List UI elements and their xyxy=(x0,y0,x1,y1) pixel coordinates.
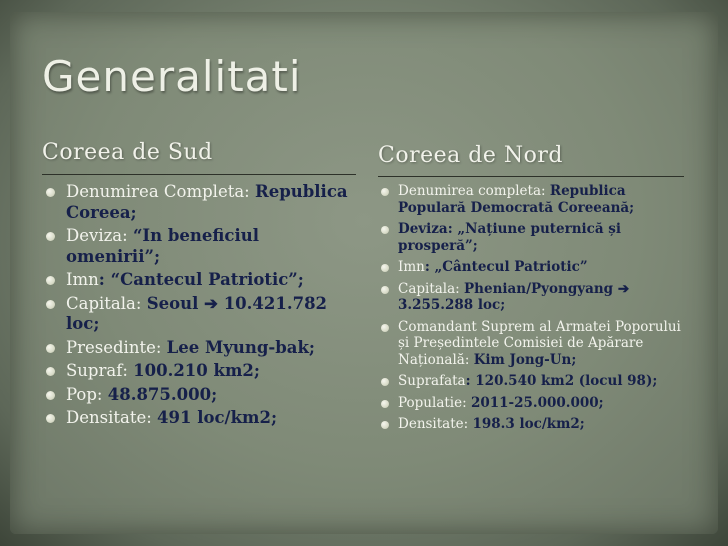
item-value: 198.3 loc/km2; xyxy=(472,416,585,432)
list-item xyxy=(380,416,690,433)
bullet-icon xyxy=(381,188,389,196)
slide-title: Generalitati xyxy=(42,52,302,101)
item-label: Capitala: xyxy=(398,280,460,297)
item-label: Deviza xyxy=(398,221,448,237)
south-heading-divider xyxy=(42,174,356,175)
list-item xyxy=(380,221,690,254)
item-label: Densitate: xyxy=(398,416,469,432)
bullet-icon xyxy=(381,324,389,332)
item-value: : “Cantecul Patriotic”; xyxy=(98,270,304,289)
item-label: Densitate: xyxy=(66,408,152,427)
item-label: Populatie: xyxy=(398,394,467,411)
item-label: Denumirea Completa: xyxy=(66,182,250,201)
bullet-icon xyxy=(381,226,389,234)
bullet-icon xyxy=(381,264,389,272)
bullet-icon xyxy=(381,400,389,408)
list-item xyxy=(44,361,354,382)
item-value: Republica Coreea; xyxy=(66,182,348,222)
north-heading-divider xyxy=(378,176,684,177)
list-item xyxy=(44,408,354,429)
list-item xyxy=(44,270,354,291)
item-label: Denumirea completa: xyxy=(398,183,546,199)
item-value: Kim Jong-Un; xyxy=(473,351,577,368)
bullet-icon xyxy=(46,188,55,197)
list-item xyxy=(44,226,354,267)
item-label: Capitala: xyxy=(66,293,142,313)
item-value: Phenian/Pyongyang ➔ 3.255.288 loc; xyxy=(398,280,630,313)
item-value: : 120.540 km2 (locul 98); xyxy=(465,373,658,389)
bullet-icon xyxy=(46,300,55,309)
list-item xyxy=(380,183,690,216)
bullet-icon xyxy=(46,367,55,376)
list-item xyxy=(380,281,690,314)
list-item xyxy=(380,319,690,369)
south-korea-list xyxy=(44,182,354,432)
south-korea-heading: Coreea de Sud xyxy=(42,140,213,165)
bullet-icon xyxy=(381,378,389,386)
item-label: Suprafata xyxy=(398,373,466,389)
list-item xyxy=(380,259,690,276)
item-label: Pop: xyxy=(66,384,103,404)
item-value: “In beneficiul omenirii”; xyxy=(66,226,259,266)
bullet-icon xyxy=(381,421,389,429)
north-korea-list xyxy=(380,183,690,438)
item-label: Comandant Suprem al Armatei Poporului și Președintele Comisiei de Apărare Națională: xyxy=(398,318,681,368)
bullet-icon xyxy=(46,276,55,285)
item-value: : „Națiune puternică și prosperă”; xyxy=(398,221,622,254)
north-korea-heading: Coreea de Nord xyxy=(378,143,563,168)
item-value: : „Cântecul Patriotic” xyxy=(424,259,588,275)
item-value: 100.210 km2; xyxy=(133,361,260,380)
list-item xyxy=(44,385,354,406)
item-value: Seoul ➔ 10.421.782 loc; xyxy=(66,293,328,333)
item-label: Deviza: xyxy=(66,226,128,245)
item-value: Lee Myung-bak; xyxy=(166,337,315,357)
item-label: Imn xyxy=(66,270,99,289)
bullet-icon xyxy=(46,391,55,400)
item-label: Supraf: xyxy=(66,361,128,380)
item-label: Presedinte: xyxy=(66,337,162,357)
list-item xyxy=(380,373,690,390)
bullet-icon xyxy=(46,344,55,353)
bullet-icon xyxy=(46,232,55,241)
item-label: Imn xyxy=(398,259,425,275)
list-item xyxy=(44,338,354,359)
list-item xyxy=(44,182,354,223)
bullet-icon xyxy=(46,414,55,423)
item-value: 2011-25.000.000; xyxy=(470,394,604,411)
item-value: 491 loc/km2; xyxy=(157,408,278,427)
list-item xyxy=(44,294,354,335)
item-value: 48.875.000; xyxy=(107,384,218,404)
bullet-icon xyxy=(381,286,389,294)
list-item xyxy=(380,395,690,412)
item-value: Republica Populară Democrată Coreeană; xyxy=(398,183,635,216)
